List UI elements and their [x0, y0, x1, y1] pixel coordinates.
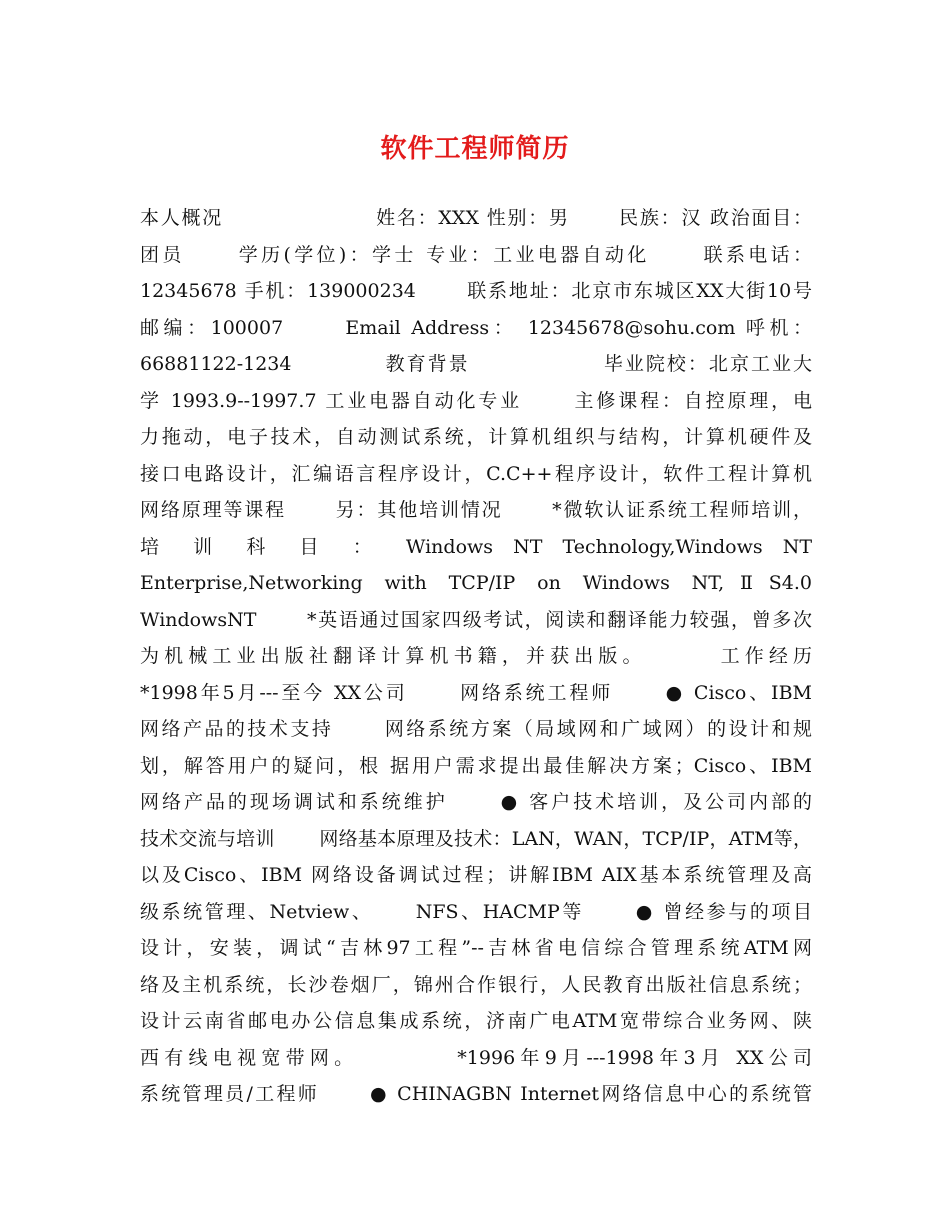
body-line: 级系统管理、Netview、 NFS、HACMP等 ● 曾经参与的项目	[140, 900, 812, 923]
body-line: 邮编：100007 Email Address： 12345678@sohu.com 呼机：	[140, 316, 812, 339]
body-line: 西有线电视宽带网。 *1996年9月---1998年3月 XX公司	[140, 1046, 812, 1069]
body-line: 网络产品的现场调试和系统维护 ● 客户技术培训，及公司内部的	[140, 791, 812, 813]
document-title: 软件工程师简历	[380, 134, 570, 164]
body-line: 培 训 科 目 ： Windows NT Technology,Windows NT	[140, 535, 812, 558]
body-line: 接口电路设计，汇编语言程序设计，C.C++程序设计，软件工程计算机	[140, 462, 812, 485]
body-line: *1998年5月---至今 XX公司 网络系统工程师 ● Cisco、IBM	[140, 681, 812, 704]
body-line: 络及主机系统，长沙卷烟厂，锦州合作银行，人民教育出版社信息系统；	[140, 973, 812, 996]
body-line: 力拖动，电子技术，自动测试系统，计算机组织与结构，计算机硬件及	[140, 426, 812, 448]
body-line: 以及Cisco、IBM 网络设备调试过程；讲解IBM AIX基本系统管理及高	[140, 864, 812, 886]
body-line: 设计，安装，调试“吉林97工程”--吉林省电信综合管理系统ATM网	[140, 937, 812, 959]
body-line: 为机械工业出版社翻译计算机书籍，并获出版。 工作经历	[140, 645, 812, 667]
body-line: 设计云南省邮电办公信息集成系统，济南广电ATM宽带综合业务网、陕	[140, 1010, 812, 1032]
body-line: WindowsNT *英语通过国家四级考试，阅读和翻译能力较强，曾多次	[140, 608, 812, 631]
document-body	[140, 200, 812, 1113]
body-line: 系统管理员/工程师 ● CHINAGBN Internet网络信息中心的系统管	[140, 1083, 812, 1105]
body-line: 团员 学历(学位)：学士 专业：工业电器自动化 联系电话：	[140, 243, 812, 266]
body-line: 划，解答用户的疑问，根 据用户需求提出最佳解决方案；Cisco、IBM	[140, 754, 812, 777]
body-line: 学 1993.9--1997.7 工业电器自动化专业 主修课程：自控原理，电	[140, 389, 812, 412]
body-line: 12345678 手机：139000234 联系地址：北京市东城区XX大街10号	[140, 280, 812, 302]
body-line: 66881122-1234 教育背景 毕业院校：北京工业大	[140, 353, 812, 375]
body-line: 网络原理等课程 另：其他培训情况 *微软认证系统工程师培训，	[140, 499, 812, 521]
body-line: 技术交流与培训 网络基本原理及技术：LAN，WAN，TCP/IP，ATM等，	[140, 827, 812, 850]
body-line: 本人概况 姓名：XXX 性别：男 民族：汉 政治面目：	[140, 207, 812, 229]
body-line: Enterprise,Networking with TCP/IP on Windows NT,ⅡS4.0	[140, 572, 812, 594]
body-line: 网络产品的技术支持 网络系统方案（局域网和广域网）的设计和规	[140, 718, 812, 740]
